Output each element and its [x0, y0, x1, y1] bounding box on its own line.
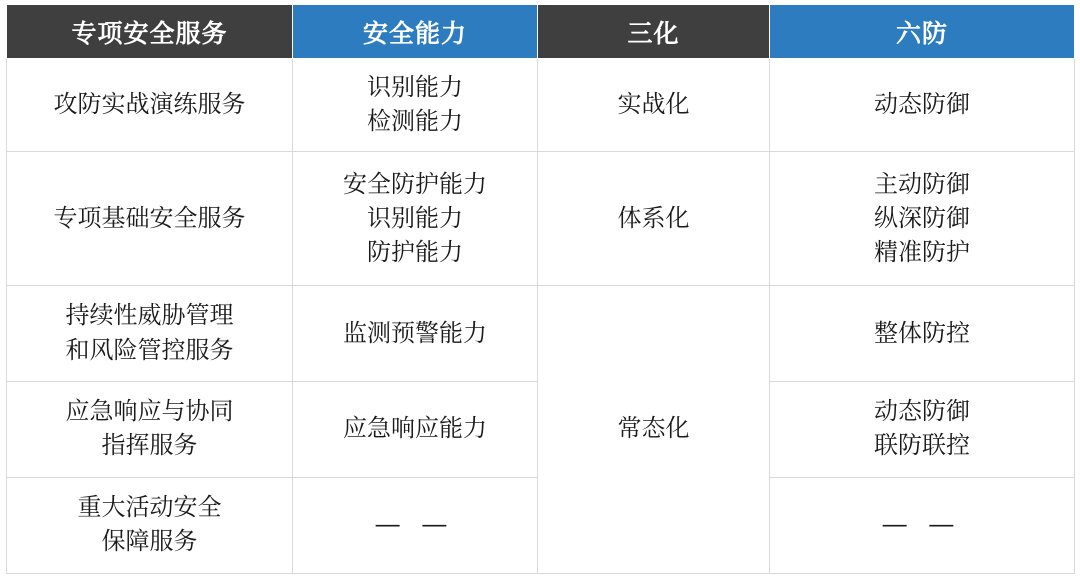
cell-line: 攻防实战演练服务 [53, 91, 246, 119]
cell-liufang [770, 477, 1075, 573]
cell-line: 实战化 [617, 91, 690, 119]
cell-line-placeholder: — — [882, 511, 962, 539]
table-body [7, 59, 1075, 574]
cell-line: 主动防御 [874, 170, 970, 198]
cell-capability [293, 382, 538, 477]
cell-line: 纵深防御 [874, 204, 970, 232]
cell-line: 应急响应能力 [343, 415, 487, 443]
cell-service [7, 59, 293, 152]
table-header [7, 5, 1075, 59]
cell-line: 监测预警能力 [343, 319, 487, 347]
cell-line: 动态防御 [874, 398, 970, 426]
cell-capability [293, 152, 538, 286]
cell-service [7, 382, 293, 477]
header-row [7, 5, 1075, 59]
cell-service [7, 285, 293, 381]
cell-line: 持续性威胁管理 [65, 302, 234, 330]
cell-line: 识别能力 [367, 74, 463, 102]
cell-line: 常态化 [617, 415, 690, 443]
cell-liufang [770, 285, 1075, 381]
cell-liufang [770, 59, 1075, 152]
cell-line: 联防联控 [874, 432, 970, 460]
cell-line: 重大活动安全 [77, 494, 222, 522]
cell-service [7, 152, 293, 286]
cell-line: 动态防御 [874, 91, 970, 119]
cell-sanhua [538, 59, 770, 152]
header-cell-service: 专项安全服务 [7, 5, 293, 59]
cell-line-placeholder: — — [375, 511, 455, 539]
header-cell-capability: 安全能力 [293, 5, 538, 59]
cell-line: 识别能力 [367, 204, 463, 232]
cell-capability [293, 477, 538, 573]
cell-line: 检测能力 [367, 108, 463, 136]
header-cell-liufang: 六防 [770, 5, 1075, 59]
cell-sanhua [538, 152, 770, 286]
header-cell-sanhua: 三化 [538, 5, 770, 59]
cell-line: 和风险管控服务 [65, 336, 234, 364]
capability-matrix-table [6, 4, 1075, 574]
cell-line: 保障服务 [101, 528, 198, 556]
cell-line: 精准防护 [874, 238, 970, 266]
cell-line: 体系化 [617, 204, 690, 232]
cell-line: 专项基础安全服务 [53, 204, 246, 232]
cell-capability [293, 59, 538, 152]
cell-line: 应急响应与协同 [65, 398, 234, 426]
table-row [7, 285, 1075, 381]
table-row [7, 59, 1075, 152]
cell-line: 指挥服务 [101, 432, 198, 460]
cell-sanhua-merged [538, 285, 770, 573]
cell-liufang [770, 382, 1075, 477]
cell-line: 安全防护能力 [343, 170, 487, 198]
table-row [7, 152, 1075, 286]
cell-liufang [770, 152, 1075, 286]
cell-line: 整体防控 [874, 319, 970, 347]
cell-line: 防护能力 [367, 238, 463, 266]
cell-service [7, 477, 293, 573]
cell-capability [293, 285, 538, 381]
